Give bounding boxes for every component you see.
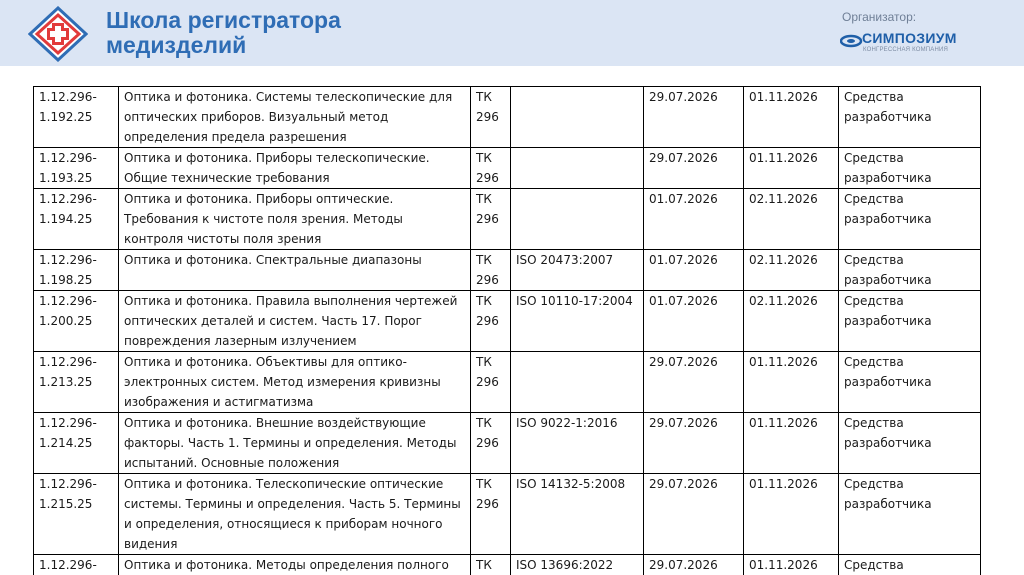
tk-cell: ТК 296 <box>471 250 511 291</box>
standards-table <box>33 86 981 575</box>
iso-cell: ISO 20473:2007 <box>511 250 644 291</box>
source-cell: Средства разработчика <box>839 474 981 555</box>
name-cell: Оптика и фотоника. Внешние воздействующие факторы. Часть 1. Термины и определения. Методы испытаний. Основные положения <box>119 413 471 474</box>
date1-cell: 01.07.2026 <box>644 250 744 291</box>
code-cell: 1.12.296-1.215.25 <box>34 474 119 555</box>
code-cell: 1.12.296-1.194.25 <box>34 189 119 250</box>
tk-cell: ТК 296 <box>471 189 511 250</box>
table-row <box>34 555 981 575</box>
date1-cell: 29.07.2026 <box>644 413 744 474</box>
code-cell: 1.12.296-1.198.25 <box>34 250 119 291</box>
iso-cell: ISO 9022-1:2016 <box>511 413 644 474</box>
name-cell: Оптика и фотоника. Объективы для оптико-электронных систем. Метод измерения кривизны изображения и астигматизма <box>119 352 471 413</box>
table-row <box>34 189 981 250</box>
table-row <box>34 474 981 555</box>
tk-cell: ТК 296 <box>471 474 511 555</box>
code-cell: 1.12.296-1.200.25 <box>34 291 119 352</box>
date2-cell: 01.11.2026 <box>744 148 839 189</box>
name-cell: Оптика и фотоника. Системы телескопические для оптических приборов. Визуальный метод определения предела разрешения <box>119 87 471 148</box>
tk-cell: ТК <box>471 555 511 575</box>
date2-cell: 01.11.2026 <box>744 555 839 575</box>
tk-cell: ТК 296 <box>471 148 511 189</box>
date2-cell: 01.11.2026 <box>744 413 839 474</box>
source-cell: Средства разработчика <box>839 189 981 250</box>
organizer-name: СИМПОЗИУМ <box>862 30 957 46</box>
date2-cell: 01.11.2026 <box>744 87 839 148</box>
source-cell: Средства разработчика <box>839 291 981 352</box>
source-cell: Средства <box>839 555 981 575</box>
code-cell: 1.12.296-1.213.25 <box>34 352 119 413</box>
name-cell: Оптика и фотоника. Правила выполнения чертежей оптических деталей и систем. Часть 17. Порог повреждения лазерным излучением <box>119 291 471 352</box>
date1-cell: 29.07.2026 <box>644 555 744 575</box>
table-row <box>34 291 981 352</box>
code-cell: 1.12.296-1.193.25 <box>34 148 119 189</box>
source-cell: Средства разработчика <box>839 352 981 413</box>
date2-cell: 01.11.2026 <box>744 352 839 413</box>
date1-cell: 01.07.2026 <box>644 189 744 250</box>
date1-cell: 29.07.2026 <box>644 148 744 189</box>
date2-cell: 01.11.2026 <box>744 474 839 555</box>
table-row <box>34 250 981 291</box>
tk-cell: ТК 296 <box>471 352 511 413</box>
code-cell: 1.12.296-1.192.25 <box>34 87 119 148</box>
table-row <box>34 148 981 189</box>
date2-cell: 02.11.2026 <box>744 189 839 250</box>
organizer-label: Организатор: <box>842 10 916 24</box>
iso-cell <box>511 148 644 189</box>
date1-cell: 29.07.2026 <box>644 352 744 413</box>
iso-cell: ISO 10110-17:2004 <box>511 291 644 352</box>
iso-cell: ISO 13696:2022 <box>511 555 644 575</box>
slide-header <box>0 0 1024 66</box>
date1-cell: 01.07.2026 <box>644 291 744 352</box>
iso-cell <box>511 189 644 250</box>
source-cell: Средства разработчика <box>839 148 981 189</box>
table-row <box>34 87 981 148</box>
school-title-line2: медизделий <box>106 33 341 58</box>
source-cell: Средства разработчика <box>839 250 981 291</box>
table-row <box>34 352 981 413</box>
code-cell: 1.12.296-1.214.25 <box>34 413 119 474</box>
date2-cell: 02.11.2026 <box>744 250 839 291</box>
date2-cell: 02.11.2026 <box>744 291 839 352</box>
code-cell: 1.12.296- <box>34 555 119 575</box>
source-cell: Средства разработчика <box>839 413 981 474</box>
name-cell: Оптика и фотоника. Приборы оптические. Требования к чистоте поля зрения. Методы контроля чистоты поля зрения <box>119 189 471 250</box>
school-title-line1: Школа регистратора <box>106 8 341 33</box>
school-title <box>106 8 341 58</box>
source-cell: Средства разработчика <box>839 87 981 148</box>
tk-cell: ТК 296 <box>471 87 511 148</box>
medical-cross-logo-icon <box>28 6 88 62</box>
name-cell: Оптика и фотоника. Методы определения полного <box>119 555 471 575</box>
table-row <box>34 413 981 474</box>
iso-cell <box>511 352 644 413</box>
tk-cell: ТК 296 <box>471 413 511 474</box>
name-cell: Оптика и фотоника. Приборы телескопические. Общие технические требования <box>119 148 471 189</box>
iso-cell <box>511 87 644 148</box>
date1-cell: 29.07.2026 <box>644 87 744 148</box>
name-cell: Оптика и фотоника. Телескопические оптические системы. Термины и определения. Часть 5. Термины и определения, относящиеся к приборам ночного видения <box>119 474 471 555</box>
date1-cell: 29.07.2026 <box>644 474 744 555</box>
iso-cell: ISO 14132-5:2008 <box>511 474 644 555</box>
name-cell: Оптика и фотоника. Спектральные диапазоны <box>119 250 471 291</box>
organizer-subtitle: КОНГРЕССНАЯ КОМПАНИЯ <box>863 47 948 53</box>
tk-cell: ТК 296 <box>471 291 511 352</box>
